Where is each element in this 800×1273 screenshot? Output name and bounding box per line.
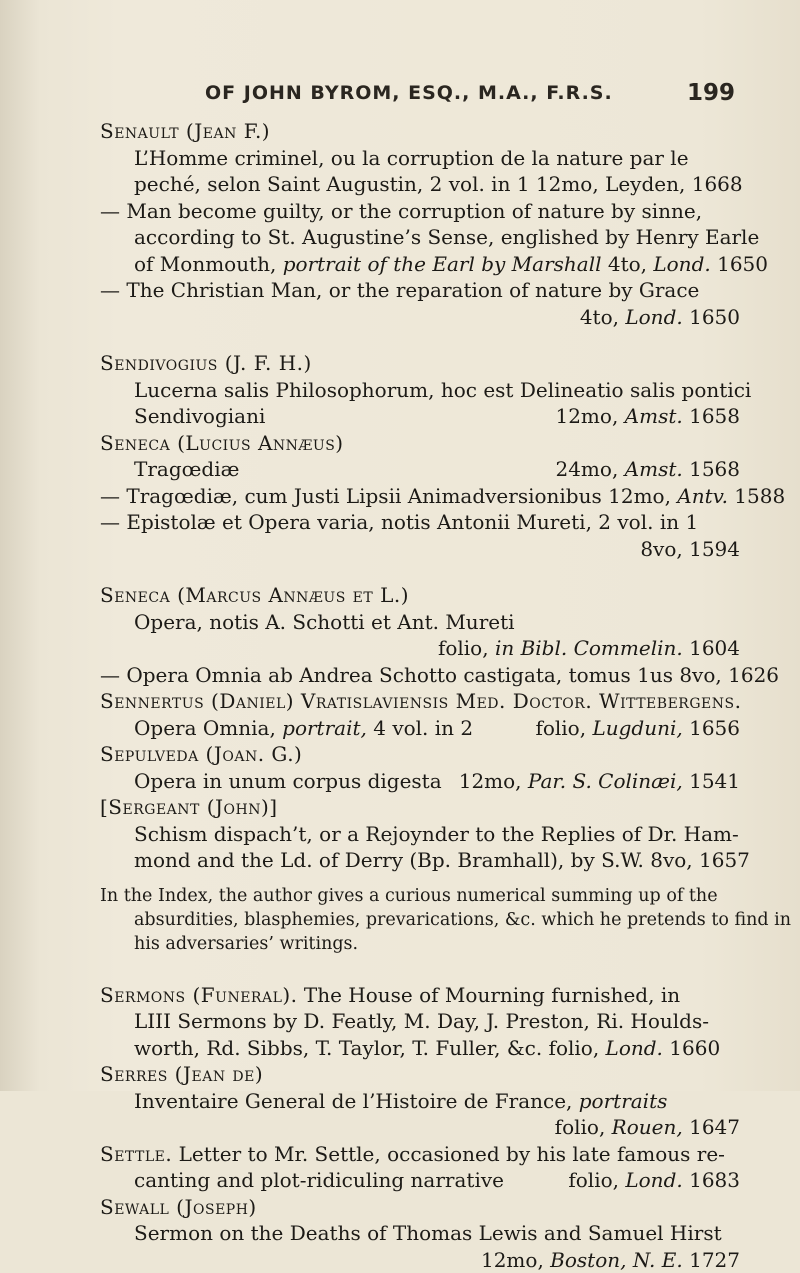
page-header (0, 80, 800, 110)
entry-heading: Sermons (Funeral). (100, 983, 298, 1007)
entry-serres (100, 1061, 740, 1141)
entry-settle (100, 1141, 740, 1194)
entry-line: — The Christian Man, or the reparation of nature by Grace (100, 277, 740, 304)
entry-imprint: 8vo, 1594 (100, 536, 740, 563)
entry-seneca-marcus (100, 582, 740, 688)
entry-heading: Sendivogius (J. F. H.) (100, 350, 740, 377)
entry-line: canting and plot-ridiculing narrative folio, Lond. 1683 (100, 1167, 740, 1194)
entry-note (100, 884, 740, 956)
entry-line: Settle. Letter to Mr. Settle, occasioned by his late famous re- (100, 1141, 740, 1168)
entry-line: of Monmouth, portrait of the Earl by Marshall 4to, Lond. 1650 (100, 251, 740, 278)
entry-heading: [Sergeant (John)] (100, 794, 740, 821)
entry-heading: Sennertus (Daniel) Vratislaviensis Med. Doctor. Wittebergens. (100, 688, 740, 715)
note-line: absurdities, blasphemies, prevarications, &c. which he pretends to find in (100, 908, 740, 932)
entry-sepulveda (100, 741, 740, 794)
page-number: 199 (687, 80, 735, 106)
entry-line: worth, Rd. Sibbs, T. Taylor, T. Fuller, &c. folio, Lond. 1660 (100, 1035, 740, 1062)
entry-line: LIII Sermons by D. Featly, M. Day, J. Preston, Ri. Houlds- (100, 1008, 740, 1035)
entry-line: Inventaire General de l’Histoire de France, portraits (100, 1088, 740, 1115)
entry-imprint: 4to, Lond. 1650 (100, 304, 740, 331)
entry-line: Sermon on the Deaths of Thomas Lewis and Samuel Hirst (100, 1220, 740, 1247)
entry-sermons (100, 982, 740, 1062)
entry-line: Lucerna salis Philosophorum, hoc est Delineatio salis pontici (100, 377, 740, 404)
entry-heading: Seneca (Lucius Annæus) (100, 430, 740, 457)
entry-imprint: 12mo, Boston, N. E. 1727 (100, 1247, 740, 1273)
entry-heading: Senault (Jean F.) (100, 118, 740, 145)
entry-sergeant (100, 794, 740, 956)
entry-line: mond and the Ld. of Derry (Bp. Bramhall), by S.W. 8vo, 1657 (100, 847, 740, 874)
entry-line: according to St. Augustine’s Sense, englished by Henry Earle (100, 224, 740, 251)
entry-sennertus (100, 688, 740, 741)
entry-line: peché, selon Saint Augustin, 2 vol. in 1 12mo, Leyden, 1668 (100, 171, 740, 198)
entry-line: Tragœdiæ 24mo, Amst. 1568 (100, 456, 740, 483)
entry-line: Sendivogiani 12mo, Amst. 1658 (100, 403, 740, 430)
entry-heading: Sepulveda (Joan. G.) (100, 741, 740, 768)
entry-imprint: folio, in Bibl. Commelin. 1604 (100, 635, 740, 662)
entry-line: L’Homme criminel, ou la corruption de la nature par le (100, 145, 740, 172)
entry-line: — Man become guilty, or the corruption of nature by sinne, (100, 198, 740, 225)
entry-line: Opera in unum corpus digesta 12mo, Par. S. Colinæi, 1541 (100, 768, 740, 795)
entry-line: — Opera Omnia ab Andrea Schotto castigata, tomus 1us 8vo, 1626 (100, 662, 740, 689)
entry-seneca-lucius (100, 430, 740, 563)
entry-heading: Sewall (Joseph) (100, 1194, 740, 1221)
note-line: In the Index, the author gives a curious numerical summing up of the (100, 884, 740, 908)
running-head: OF JOHN BYROM, ESQ., M.A., F.R.S. (205, 82, 613, 104)
entry-heading: Serres (Jean de) (100, 1061, 740, 1088)
entry-line: Schism dispach’t, or a Rejoynder to the Replies of Dr. Ham- (100, 821, 740, 848)
entry-heading: Settle. (100, 1142, 172, 1166)
catalogue-entries (100, 118, 740, 1273)
entry-line: — Epistolæ et Opera varia, notis Antonii Mureti, 2 vol. in 1 (100, 509, 740, 536)
entry-line: — Tragœdiæ, cum Justi Lipsii Animadversionibus 12mo, Antv. 1588 (100, 483, 740, 510)
note-line: his adversaries’ writings. (100, 932, 740, 956)
entry-heading: Seneca (Marcus Annæus et L.) (100, 582, 740, 609)
entry-sendivogius (100, 350, 740, 430)
entry-imprint: folio, Rouen, 1647 (100, 1114, 740, 1141)
entry-line: Opera Omnia, portrait, 4 vol. in 2 folio, Lugduni, 1656 (100, 715, 740, 742)
entry-sewall (100, 1194, 740, 1273)
entry-line: Sermons (Funeral). The House of Mourning furnished, in (100, 982, 740, 1009)
entry-line: Opera, notis A. Schotti et Ant. Mureti (100, 609, 740, 636)
entry-senault (100, 118, 740, 330)
